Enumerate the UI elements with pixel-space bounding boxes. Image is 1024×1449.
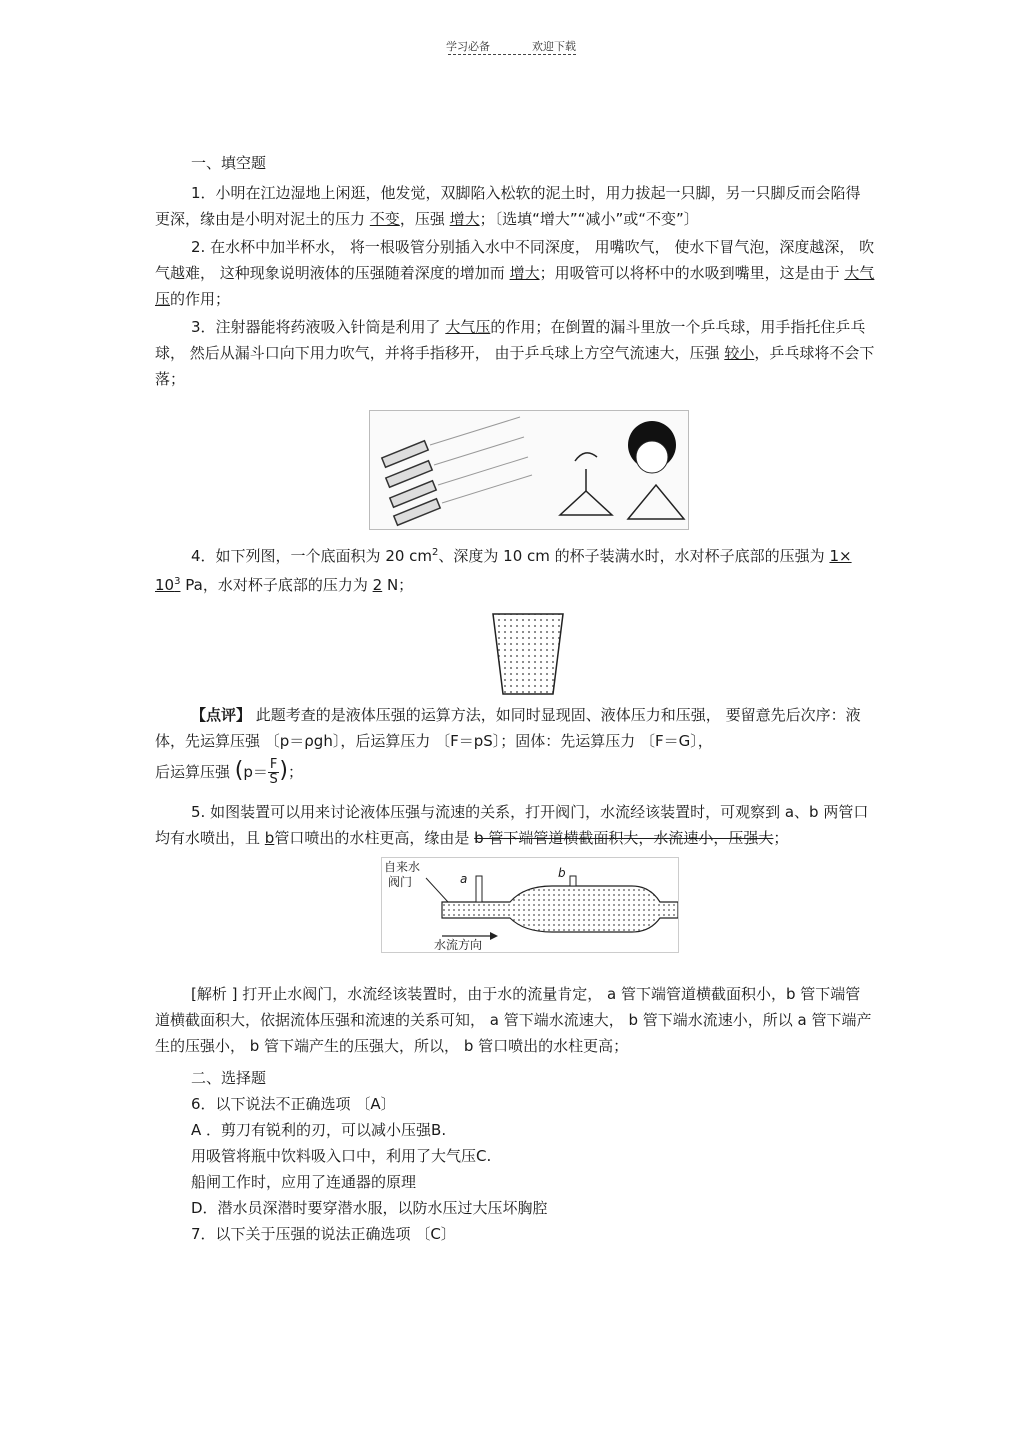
section-multiple-choice: 二、选择题 <box>191 1069 267 1087</box>
section-fill-blank: 一、填空题 <box>191 154 267 172</box>
option-c: 船闸工作时，应用了连通器的原理 <box>191 1173 417 1191</box>
figure-cup <box>491 612 565 696</box>
option-a: A ．剪刀有锐利的刃，可以减小压强B. <box>191 1121 447 1139</box>
syringe-funnel-illustration <box>370 411 688 529</box>
answer: 较小 <box>724 344 755 362</box>
label-tube-a: a <box>460 872 468 886</box>
answer: 大气压 <box>155 264 875 308</box>
header-left: 学习必备 <box>446 40 490 53</box>
header-right: 欢迎下载 <box>532 40 576 53</box>
question-5: 5. 如图装置可以用来讨论液体压强与流速的关系，打开阀门，水流经该装置时，可观察到 a、b 两管口均有水喷出，且 b管口喷出的水柱更高，缘由是 b 管下端管道横截面积大，水流速小，压强大； <box>155 803 869 847</box>
header-dashed-rule <box>448 54 576 55</box>
answer: 2 <box>372 576 383 594</box>
comment: 【点评】 此题考查的是液体压强的运算方法，如同时显现固、液体压力和压强， 要留意先后次序：液体，先运算压强 〔p＝ρgh〕，后运算压力 〔F＝pS〕；固体：先运算压力 〔F＝G〕， <box>155 706 861 750</box>
question-1: 1．小明在江边湿地上闲逛，他发觉，双脚陷入松软的泥土时，用力拔起一只脚，另一只脚反而会陷得更深，缘由是小明对泥土的压力 不变，压强 增大；〔选填“增大”“减小”或“不变”〕 <box>155 184 861 228</box>
document-body <box>155 150 875 1247</box>
fraction: $\frac{F}{S}$ <box>269 757 278 787</box>
question-3: 3．注射器能将药液吸入针筒是利用了 大气压的作用；在倒置的漏斗里放一个乒乓球，用手指托住乒乓球， 然后从漏斗口向下用力吹气，并将手指移开， 由于乒乓球上方空气流速大，压强 较小，乒乓球将不会下落； <box>155 318 875 388</box>
label-tube-b: b <box>558 866 566 880</box>
answer: 不变 <box>369 210 400 228</box>
question-4: 4．如下列图，一个底面积为 20 $cm^2$、深度为 10 cm 的杯子装满水时，水对杯子底部的压强为 $1\times 10^3$ Pa，水对杯子底部的压力为 2 N； <box>155 547 852 594</box>
pipe-apparatus-illustration <box>382 858 678 952</box>
answer: 增大 <box>509 264 540 282</box>
label-flow-direction: 水流方向 <box>434 938 483 952</box>
question-6-stem: 6．以下说法不正确选项 〔A〕 <box>191 1095 396 1113</box>
figure-pipe-apparatus <box>381 857 679 953</box>
answer: 大气压 <box>445 318 491 336</box>
question-2: 2. 在水杯中加半杯水， 将一根吸管分别插入水中不同深度， 用嘴吹气， 使水下冒气泡，深度越深， 吹气越难， 这种现象说明液体的压强随着深度的增加而 增大；用吸管可以将杯中的水吸到嘴里，这是由于 大气压的作用； <box>155 238 875 308</box>
label-tap: 自来水 <box>384 860 421 874</box>
analysis: [解析 ] 打开止水阀门，水流经该装置时，由于水的流量肯定， a 管下端管道横截面积小，b 管下端管道横截面积大，依据流体压强和流速的关系可知， a 管下端水流速大， b 管下端水流速小，所以 a 管下端产生的压强小， b 管下端产生的压强大，所以， b 管口喷出的水柱更高； <box>155 985 872 1055</box>
funnel-hand-icon <box>560 453 612 515</box>
option-b: 用吸管将瓶中饮料吸入口中，利用了大气压C. <box>191 1147 492 1165</box>
option-d: D．潜水员深潜时要穿潜水服，以防水压过大压坏胸腔 <box>191 1199 548 1217</box>
analysis-tag: [解析 ] <box>191 985 238 1003</box>
answer: $1\times 10^3$ <box>155 547 852 594</box>
question-7-stem: 7．以下关于压强的说法正确选项 〔C〕 <box>191 1225 456 1243</box>
figure-syringe-funnel <box>369 410 689 530</box>
boy-blowing-icon <box>628 421 684 519</box>
answer: b <box>264 829 275 847</box>
cup-of-water-icon <box>491 612 565 696</box>
label-valve: 阀门 <box>388 875 413 889</box>
comment-formula: 后运算压强 (p＝ $\frac{F}{S}$ )； <box>155 757 304 787</box>
answer: 增大 <box>449 210 480 228</box>
comment-tag: 【点评】 <box>191 706 252 724</box>
answer: b 管下端管道横截面积大，水流速小，压强大 <box>474 829 774 847</box>
